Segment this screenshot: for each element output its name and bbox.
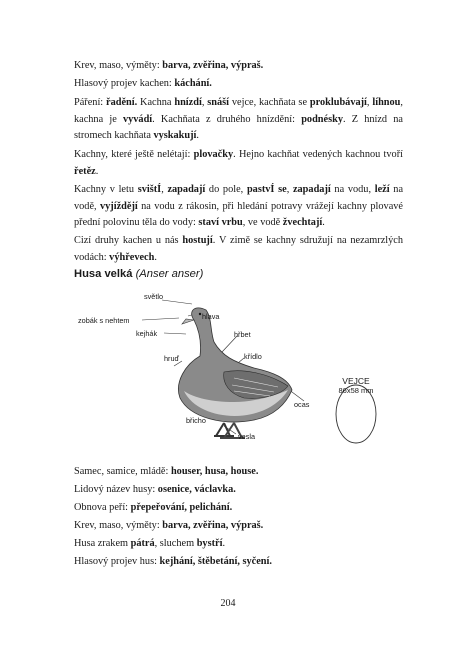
- bold-term: pastvÍ se: [246, 184, 287, 195]
- text-run: do pole,: [205, 184, 247, 195]
- text-run: ,: [286, 184, 293, 195]
- label-ocas: ocas: [294, 400, 310, 409]
- egg-size: 86x58 mm: [338, 386, 374, 395]
- bold-term: svištÍ: [137, 184, 162, 195]
- text-run: .: [154, 251, 157, 263]
- text-run: Lidový název husy:: [74, 484, 158, 495]
- text-run: .: [322, 217, 325, 229]
- text-run: Krev, maso, výměty:: [74, 520, 163, 531]
- text-run: , kachna je: [74, 97, 403, 125]
- bold-term: zapadají: [167, 184, 206, 195]
- bold-term: podnésky: [301, 113, 343, 125]
- bold-term: přepeřování, pelichání.: [130, 502, 233, 513]
- label-hrbet: hřbet: [234, 330, 251, 339]
- paragraph: [74, 482, 403, 499]
- text-run: na vodu z rákosin, při hledání potravy vrážejí kachny plovavé přední polovinu těla do vody:: [74, 200, 403, 229]
- goose-figure: [74, 286, 404, 456]
- label-kejhak: kejhák: [136, 329, 158, 338]
- bold-term: řetěz: [74, 165, 96, 177]
- paragraph: [74, 95, 403, 145]
- egg-title: VEJCE: [342, 376, 370, 386]
- paragraph: [74, 233, 403, 266]
- bold-term: bystří: [196, 538, 223, 549]
- label-svetlo: světlo: [144, 292, 164, 301]
- egg-caption: [326, 376, 386, 395]
- bold-term: pátrá: [130, 538, 155, 549]
- bold-term: řadění.: [106, 97, 138, 108]
- text-run: na vodu,: [330, 184, 375, 195]
- bold-term: zapadají: [292, 184, 331, 195]
- species-name: Husa velká: [74, 268, 133, 280]
- text-run: Kachny, které ještě nelétají:: [74, 149, 194, 160]
- text-run: vejce, kachňata se: [229, 97, 310, 108]
- label-hrud: hruď: [164, 354, 180, 363]
- bold-term: houser, husa, house.: [170, 466, 259, 477]
- species-latin: (Anser anser): [135, 268, 204, 280]
- text-run: ,: [161, 184, 168, 195]
- bold-term: líhnou: [372, 97, 401, 108]
- text-run: Obnova peří:: [74, 502, 131, 513]
- bold-term: vyskakují: [153, 130, 197, 142]
- bold-term: žvechtají: [282, 217, 323, 229]
- bold-term: leží: [374, 184, 390, 195]
- text-run: Cizí druhy kachen u nás: [74, 235, 183, 246]
- text-run: Hlasový projev kachen:: [74, 78, 175, 89]
- text-run: na vodě,: [74, 184, 404, 212]
- label-hlava: hlava: [202, 312, 220, 321]
- bold-term: staví vrbu: [198, 217, 243, 229]
- paragraph: [74, 464, 403, 481]
- paragraph: [74, 536, 403, 553]
- paragraph: [74, 554, 403, 571]
- text-run: . Z hnízd na stromech kachňata: [74, 113, 403, 142]
- label-bricho: břicho: [186, 416, 206, 425]
- label-vesla: vesla: [238, 432, 256, 441]
- bold-term: vyjíždějí: [99, 200, 138, 212]
- text-run: . Kachňata z druhého hnízdění:: [152, 113, 302, 125]
- text-run: Kachny v letu: [74, 184, 138, 195]
- label-kridlo: křídlo: [244, 352, 262, 361]
- bold-term: vyvádí: [122, 113, 153, 125]
- goose-illustration: [74, 286, 404, 456]
- page-number: 204: [220, 598, 236, 609]
- bold-term: káchání.: [174, 78, 212, 89]
- bold-term: výhřevech: [109, 251, 155, 263]
- bold-term: barva, zvěřina, výpraš.: [162, 520, 264, 531]
- paragraph: [74, 500, 403, 517]
- section-heading: [74, 268, 203, 280]
- bold-term: snáší: [207, 97, 230, 108]
- text-run: ,: [201, 97, 208, 108]
- text-run: . V zimě se kachny sdružují na nezamrzlých vodách:: [74, 235, 403, 263]
- text-run: Krev, maso, výměty:: [74, 60, 163, 71]
- paragraph: [74, 182, 403, 232]
- bold-term: hostují: [182, 235, 213, 246]
- text-run: , ve vodě: [242, 217, 283, 229]
- bold-term: barva, zvěřina, výpraš.: [162, 60, 264, 71]
- text-run: Páření:: [74, 97, 107, 108]
- text-run: , sluchem: [154, 538, 197, 549]
- bold-term: plovačky: [193, 149, 234, 160]
- text-run: .: [95, 165, 99, 177]
- label-zobak: zobák s nehtem: [78, 316, 130, 325]
- paragraph: [74, 58, 403, 75]
- bold-term: osenice, václavka.: [157, 484, 236, 495]
- text-run: . Hejno kachňat vedených kachnou tvoří: [233, 149, 403, 160]
- paragraph: [74, 518, 403, 535]
- bold-term: hnízdí: [174, 97, 202, 108]
- text-run: Husa zrakem: [74, 538, 131, 549]
- text-run: .: [196, 130, 199, 142]
- text-run: .: [222, 538, 226, 549]
- bold-term: kejhání, štěbetání, syčení.: [159, 556, 272, 567]
- bold-term: proklubávají: [309, 97, 367, 108]
- text-run: Samec, samice, mládě:: [74, 466, 171, 477]
- paragraph: [74, 76, 403, 93]
- text-run: Kachna: [137, 97, 175, 108]
- text-run: Hlasový projev hus:: [74, 556, 160, 567]
- paragraph: [74, 147, 403, 180]
- text-run: ,: [366, 97, 373, 108]
